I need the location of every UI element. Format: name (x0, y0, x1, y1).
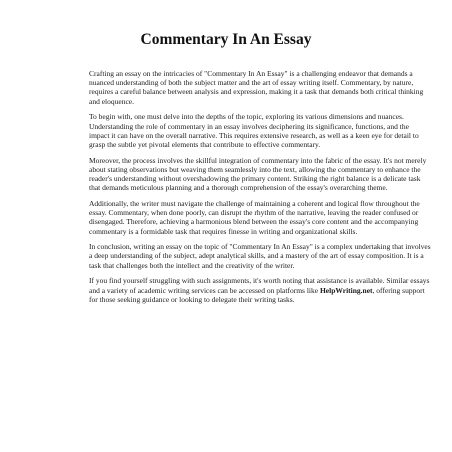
paragraph-integration: Moreover, the process involves the skillful integration of commentary into the fabric of the essay. It's not merely about stating observations but weaving them seamlessly into the text, allowing the commentary to enhance the reader's understanding without overshadowing the primary content. Striking the right balance is a delicate task that demands meticulous planning and a thorough comprehension of the essay's overarching theme. (89, 155, 427, 193)
paragraph-flow: Additionally, the writer must navigate the challenge of maintaining a coherent and logical flow throughout the essay. Commentary, when done poorly, can disrupt the rhythm of the narrative, leaving the reader confused or disengaged. Therefore, achieving a harmonious blend between the essay's core content and the accompanying commentary is a formidable task that requires finesse in writing and organizational skills. (89, 198, 420, 236)
document-title: Commentary In An Essay (140, 31, 312, 48)
paragraph-research: To begin with, one must delve into the depths of the topic, exploring its various dimensions and nuances. Understanding the role of commentary in an essay involves deciphering its significance, functions, and the impact it can have on the overall narrative. This requires extensive research, as well as a keen eye for detail to grasp the subtle yet pivotal elements that contribute to effective commentary. (89, 112, 419, 149)
assistance-text-before: If you find yourself struggling with such assignments, it's worth noting that assistance is available. Similar essays and a variety of academic writing services can be accessed on platforms like (89, 276, 430, 295)
helpwriting-brand-text: HelpWriting.net (319, 285, 373, 295)
assistance-text-after: , offering support for those seeking guidance or looking to delegate their writing tasks. (89, 285, 425, 304)
paragraph-conclusion: In conclusion, writing an essay on the topic of "Commentary In An Essay" is a complex undertaking that involves a deep understanding of the subject, adept analytical skills, and a mastery of the art of essay composition. It is a task that challenges both the intellect and the creativity of the writer. (89, 242, 431, 270)
paragraph-assistance (89, 276, 431, 304)
document-body (89, 69, 431, 310)
paragraph-intro: Crafting an essay on the intricacies of "Commentary In An Essay" is a challenging endeavor that demands a nuanced understanding of both the subject matter and the art of essay writing itself. Commentary, by nature, requires a careful balance between analysis and expression, making it a task that demands both critical thinking and eloquence. (89, 69, 424, 106)
